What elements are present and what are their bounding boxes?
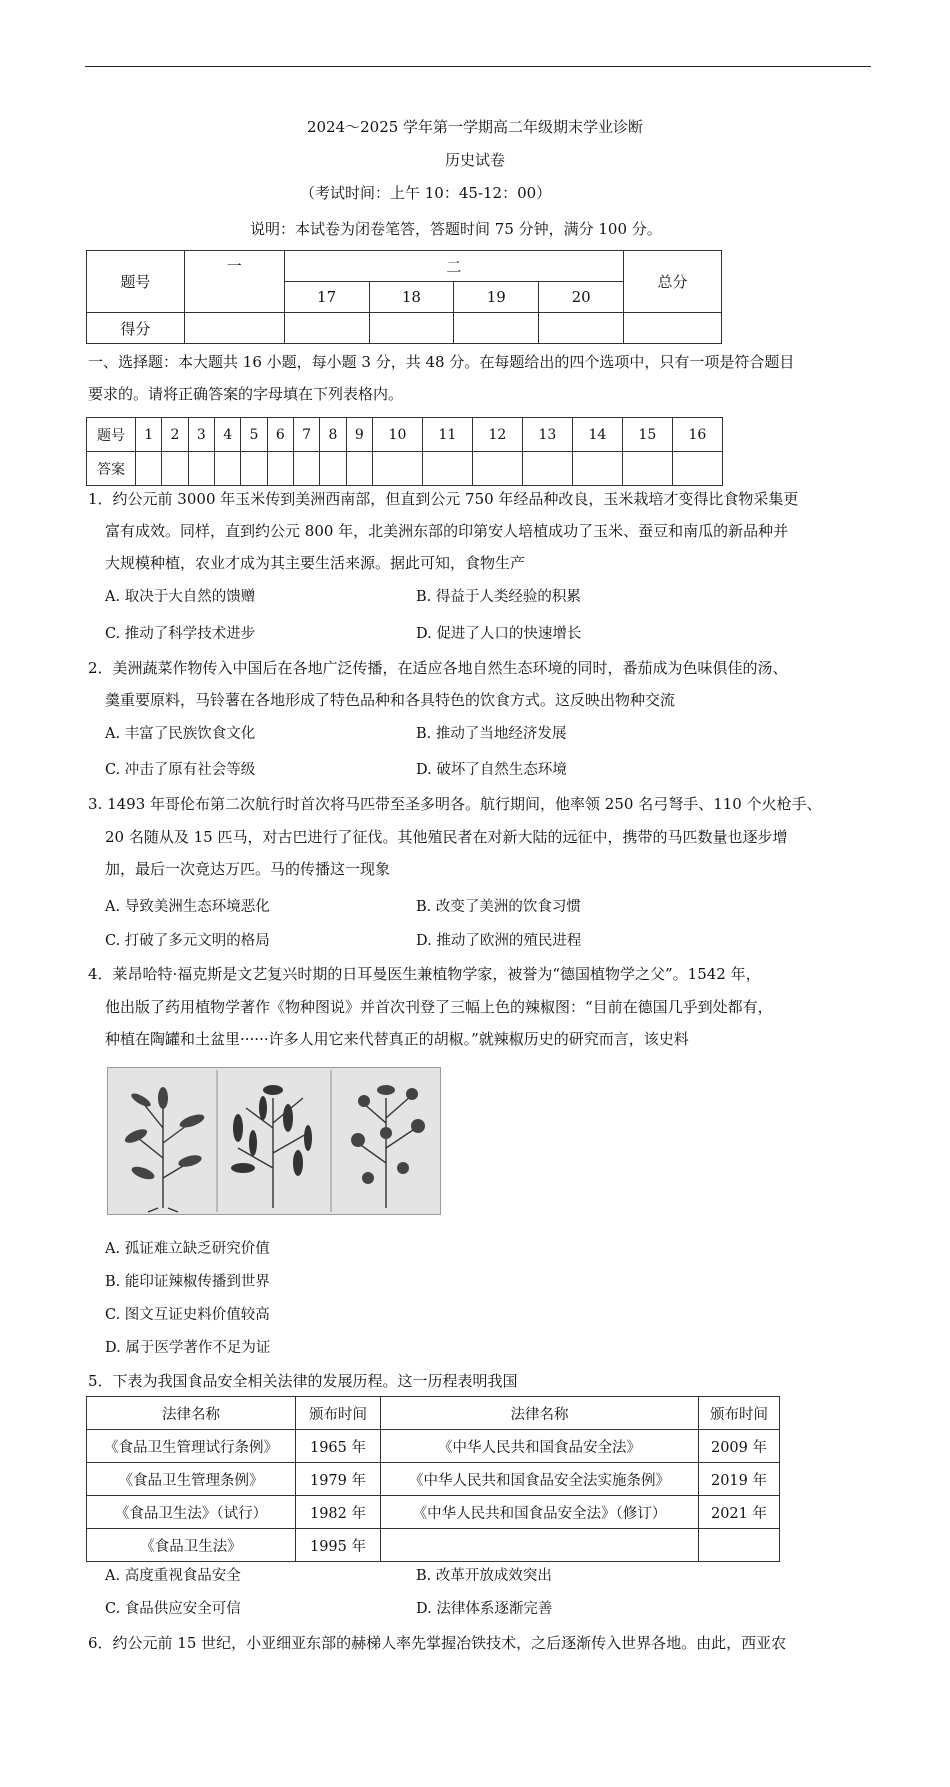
q4-option-d: D. 属于医学著作不足为证 <box>105 1340 271 1356</box>
answer-number-15: 15 <box>622 418 672 452</box>
answer-number-14: 14 <box>572 418 622 452</box>
q2-option-a: A. 丰富了民族饮食文化 <box>105 726 256 742</box>
q3-stem-line-2: 20 名随从及 15 匹马，对古巴进行了征伐。其他殖民者在对新大陆的远征中，携带的马匹数量也逐步增 <box>105 828 788 846</box>
top-rule <box>85 66 871 67</box>
law-header-year-1: 颁布时间 <box>296 1397 381 1430</box>
answer-number-3: 3 <box>188 418 214 452</box>
score-cell[interactable] <box>184 313 284 344</box>
q1-stem-line-3: 大规模种植，农业才成为其主要生活来源。据此可知，食物生产 <box>105 554 526 572</box>
answer-cell-11[interactable] <box>422 452 472 486</box>
answer-header-tihao: 题号 <box>87 418 136 452</box>
law-year: 1979 年 <box>296 1463 381 1496</box>
law-header-year-2: 颁布时间 <box>699 1397 780 1430</box>
pepper-illustration <box>107 1067 441 1215</box>
q1-option-d: D. 促进了人口的快速增长 <box>416 626 582 642</box>
law-name <box>381 1529 699 1562</box>
score-cell[interactable] <box>539 313 624 344</box>
score-sub-19: 19 <box>454 282 539 313</box>
law-name: 《食品卫生法》 <box>87 1529 296 1562</box>
q4-option-b: B. 能印证辣椒传播到世界 <box>105 1274 270 1290</box>
q3-option-c: C. 打破了多元文明的格局 <box>105 933 270 949</box>
law-year <box>699 1529 780 1562</box>
answer-cell-3[interactable] <box>188 452 214 486</box>
q4-option-a: A. 孤证难立缺乏研究价值 <box>105 1241 270 1257</box>
q2-stem-line-2: 羹重要原料，马铃薯在各地形成了特色品种和各具特色的饮食方式。这反映出物种交流 <box>105 691 676 709</box>
law-year: 1965 年 <box>296 1430 381 1463</box>
answer-cell-14[interactable] <box>572 452 622 486</box>
score-sub-20: 20 <box>539 282 624 313</box>
answer-cell-10[interactable] <box>372 452 422 486</box>
score-cell[interactable] <box>624 313 722 344</box>
answer-cell-2[interactable] <box>162 452 188 486</box>
law-name: 《食品卫生管理条例》 <box>87 1463 296 1496</box>
q1-stem-line-1: 1．约公元前 3000 年玉米传到美洲西南部，但直到公元 750 年经品种改良，玉米栽培才变得比食物采集更 <box>88 490 799 508</box>
score-header-total: 总分 <box>624 251 722 313</box>
answer-number-2: 2 <box>162 418 188 452</box>
answer-cell-4[interactable] <box>214 452 240 486</box>
law-header-name-1: 法律名称 <box>87 1397 296 1430</box>
answer-cell-1[interactable] <box>136 452 162 486</box>
score-table <box>86 250 722 344</box>
answer-number-4: 4 <box>214 418 240 452</box>
answer-cell-5[interactable] <box>241 452 267 486</box>
answer-number-7: 7 <box>293 418 319 452</box>
answer-number-5: 5 <box>241 418 267 452</box>
food-law-table <box>86 1396 780 1562</box>
q3-option-d: D. 推动了欧洲的殖民进程 <box>416 933 582 949</box>
q6-stem-line-1: 6．约公元前 15 世纪，小亚细亚东部的赫梯人率先掌握冶铁技术，之后逐渐传入世界各地。由此，西亚农 <box>88 1634 787 1652</box>
pepper-plants-drawing <box>108 1068 440 1214</box>
q2-stem-line-1: 2．美洲蔬菜作物传入中国后在各地广泛传播，在适应各地自然生态环境的同时，番茄成为色味俱佳的汤、 <box>88 659 788 677</box>
answer-number-9: 9 <box>346 418 372 452</box>
score-cell[interactable] <box>369 313 454 344</box>
answer-number-13: 13 <box>522 418 572 452</box>
law-name: 《中华人民共和国食品安全法实施条例》 <box>381 1463 699 1496</box>
score-cell[interactable] <box>454 313 539 344</box>
law-name: 《中华人民共和国食品安全法》（修订） <box>381 1496 699 1529</box>
score-cell[interactable] <box>284 313 369 344</box>
answer-cell-13[interactable] <box>522 452 572 486</box>
q3-option-b: B. 改变了美洲的饮食习惯 <box>416 899 581 915</box>
section1-instructions-2: 要求的。请将正确答案的字母填在下列表格内。 <box>88 385 404 403</box>
q4-stem-line-1: 4．莱昂哈特·福克斯是文艺复兴时期的日耳曼医生兼植物学家，被誉为“德国植物学之父”。1542 年， <box>88 965 761 983</box>
answer-header-daan: 答案 <box>87 452 136 486</box>
q2-option-c: C. 冲击了原有社会等级 <box>105 762 256 778</box>
law-year: 1995 年 <box>296 1529 381 1562</box>
q1-stem-line-2: 富有成效。同样，直到约公元 800 年，北美洲东部的印第安人培植成功了玉米、蚕豆和南瓜的新品种并 <box>105 522 789 540</box>
answer-cell-15[interactable] <box>622 452 672 486</box>
q1-option-b: B. 得益于人类经验的积累 <box>416 589 581 605</box>
answer-cell-7[interactable] <box>293 452 319 486</box>
answer-number-11: 11 <box>422 418 472 452</box>
answer-number-8: 8 <box>320 418 346 452</box>
section1-instructions-1: 一、选择题：本大题共 16 小题，每小题 3 分，共 48 分。在每题给出的四个选项中，只有一项是符合题目 <box>88 353 795 371</box>
q4-stem-line-3: 种植在陶罐和土盆里······许多人用它来代替真正的胡椒。”就辣椒历史的研究而言，该史料 <box>105 1030 689 1048</box>
q5-option-b: B. 改革开放成效突出 <box>416 1568 552 1584</box>
score-header-part1: 一 <box>184 251 284 313</box>
answer-cell-9[interactable] <box>346 452 372 486</box>
exam-title: 2024～2025 学年第一学期高二年级期末学业诊断 <box>306 118 644 136</box>
score-row-defen: 得分 <box>87 313 185 344</box>
q4-option-c: C. 图文互证史料价值较高 <box>105 1307 270 1323</box>
answer-number-16: 16 <box>672 418 722 452</box>
law-year: 1982 年 <box>296 1496 381 1529</box>
law-name: 《中华人民共和国食品安全法》 <box>381 1430 699 1463</box>
answer-cell-6[interactable] <box>267 452 293 486</box>
answer-cell-12[interactable] <box>472 452 522 486</box>
answer-number-1: 1 <box>136 418 162 452</box>
answer-number-12: 12 <box>472 418 522 452</box>
score-header-part2: 二 <box>284 251 623 282</box>
law-name: 《食品卫生法》（试行） <box>87 1496 296 1529</box>
score-sub-17: 17 <box>284 282 369 313</box>
q5-option-d: D. 法律体系逐渐完善 <box>416 1601 553 1617</box>
q4-stem-line-2: 他出版了药用植物学著作《物种图说》并首次刊登了三幅上色的辣椒图：“目前在德国几乎到处都有， <box>105 998 773 1016</box>
exam-subject: 历史试卷 <box>444 151 505 169</box>
answer-cell-8[interactable] <box>320 452 346 486</box>
law-year: 2019 年 <box>699 1463 780 1496</box>
q1-option-c: C. 推动了科学技术进步 <box>105 626 256 642</box>
answer-table <box>86 417 723 486</box>
exam-time: （考试时间：上午 10：45-12：00） <box>300 184 552 202</box>
q5-stem: 5．下表为我国食品安全相关法律的发展历程。这一历程表明我国 <box>88 1372 518 1390</box>
answer-cell-16[interactable] <box>672 452 722 486</box>
law-year: 2009 年 <box>699 1430 780 1463</box>
law-year: 2021 年 <box>699 1496 780 1529</box>
q5-option-a: A. 高度重视食品安全 <box>105 1568 241 1584</box>
q3-stem-line-3: 加，最后一次竟达万匹。马的传播这一现象 <box>105 860 391 878</box>
law-header-name-2: 法律名称 <box>381 1397 699 1430</box>
q3-stem-line-1: 3. 1493 年哥伦布第二次航行时首次将马匹带至圣多明各。航行期间，他率领 250 名弓弩手、110 个火枪手、 <box>88 795 822 813</box>
q3-option-a: A. 导致美洲生态环境恶化 <box>105 899 270 915</box>
score-sub-18: 18 <box>369 282 454 313</box>
score-header-tihao: 题号 <box>87 251 185 313</box>
q5-option-c: C. 食品供应安全可信 <box>105 1601 241 1617</box>
q2-option-b: B. 推动了当地经济发展 <box>416 726 567 742</box>
exam-note: 说明：本试卷为闭卷笔答，答题时间 75 分钟，满分 100 分。 <box>250 220 662 238</box>
answer-number-10: 10 <box>372 418 422 452</box>
law-name: 《食品卫生管理试行条例》 <box>87 1430 296 1463</box>
q1-option-a: A. 取决于大自然的馈赠 <box>105 589 256 605</box>
q2-option-d: D. 破坏了自然生态环境 <box>416 762 567 778</box>
answer-number-6: 6 <box>267 418 293 452</box>
